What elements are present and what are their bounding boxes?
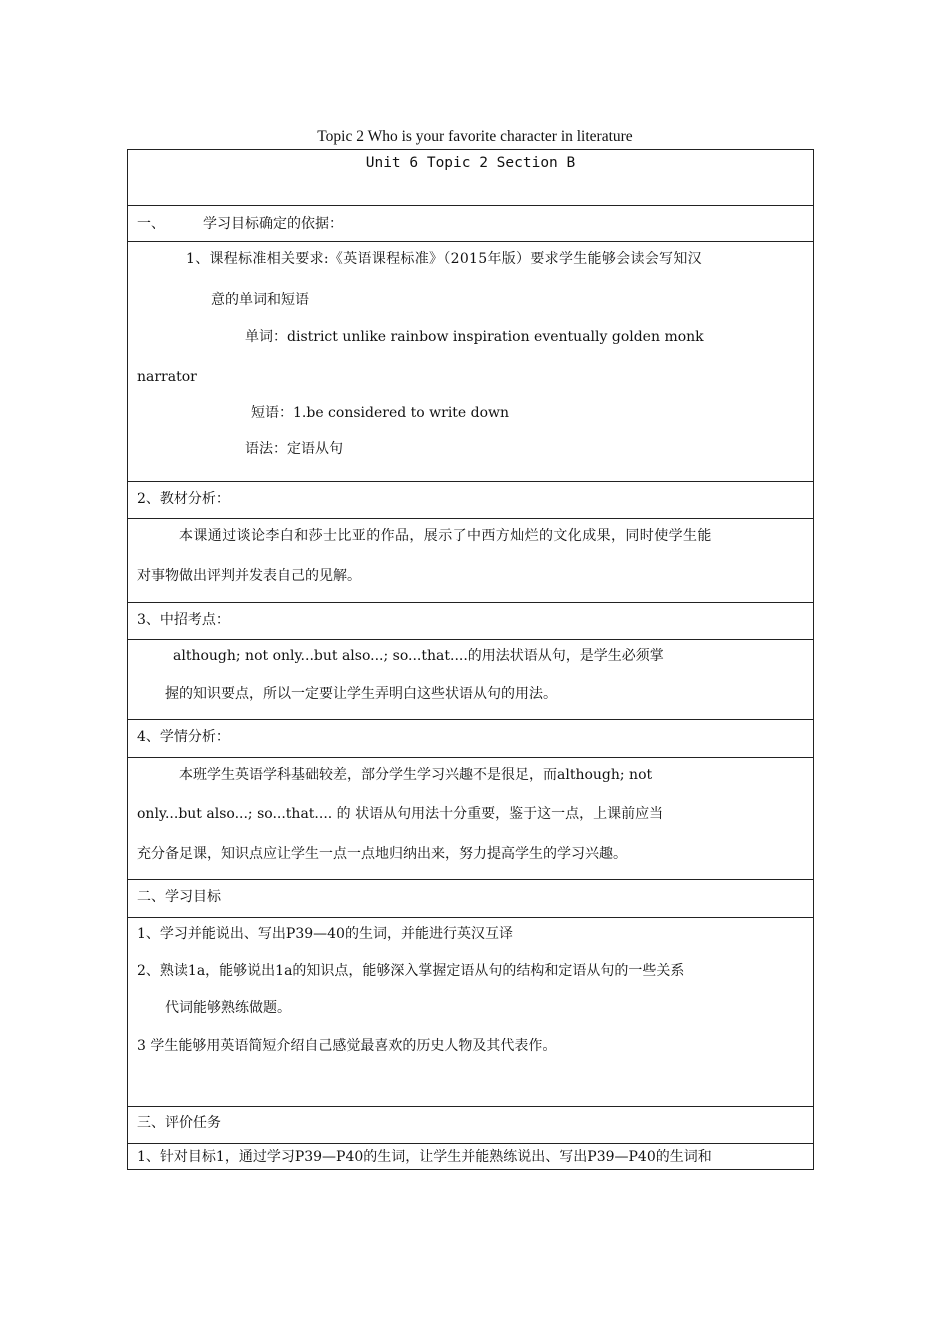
- vocabulary-words-continued: narrator: [137, 369, 197, 385]
- curriculum-standard-line-1: 1、课程标准相关要求:《英语课程标准》（2015年版）要求学生能够会读会写知汉: [186, 251, 702, 267]
- textbook-analysis-line-1: 本课通过谈论李白和莎士比亚的作品，展示了中西方灿烂的文化成果，同时使学生能: [179, 528, 712, 544]
- section-3-body: [128, 639, 813, 719]
- unit-title: Unit 6 Topic 2 Section B: [365, 155, 576, 171]
- evaluation-body: [128, 1143, 813, 1169]
- grammar-line: 语法：定语从句: [245, 441, 343, 457]
- unit-title-row: [128, 150, 813, 205]
- section-3-heading: 3、中招考点：: [137, 612, 230, 628]
- learning-goals-heading-row: [128, 879, 813, 917]
- learning-goal-2-line-1: 2、熟读1a，能够说出1a的知识点，能够深入掌握定语从句的结构和定语从句的一些关系: [137, 963, 685, 979]
- document-title: Topic 2 Who is your favorite character in literature: [317, 128, 633, 145]
- evaluation-heading-row: [128, 1106, 813, 1143]
- exam-points-line-2: 握的知识要点，所以一定要让学生弄明白这些状语从句的用法。: [165, 686, 557, 702]
- evaluation-task-1: 1、针对目标1，通过学习P39—P40的生词，让学生并能熟练说出、写出P39—P40的生词和: [137, 1149, 712, 1165]
- curriculum-standard-line-2: 意的单词和短语: [211, 292, 309, 308]
- vocabulary-phrases-line: 短语：1.be considered to write down: [251, 405, 510, 421]
- section-1-number: 一、: [137, 216, 165, 232]
- section-2-body: [128, 518, 813, 602]
- section-1-heading-row: [128, 205, 813, 241]
- student-analysis-line-2: only...but also...; so...that.... 的 状语从句用法十分重要，鉴于这一点，上课前应当: [137, 806, 664, 822]
- evaluation-heading: 三、评价任务: [137, 1115, 221, 1131]
- section-3-heading-row: [128, 602, 813, 639]
- student-analysis-line-1: 本班学生英语学科基础较差，部分学生学习兴趣不是很足，而although; not: [179, 767, 653, 783]
- section-4-heading-row: [128, 719, 813, 757]
- learning-goals-body: [128, 917, 813, 1106]
- student-analysis-line-3: 充分备足课，知识点应让学生一点一点地归纳出来，努力提高学生的学习兴趣。: [137, 846, 627, 862]
- section-2-heading-row: [128, 481, 813, 518]
- learning-goal-1: 1、学习并能说出、写出P39—40的生词，并能进行英汉互译: [137, 926, 513, 942]
- section-1-body: [128, 241, 813, 481]
- learning-goal-2-line-2: 代词能够熟练做题。: [165, 1000, 291, 1016]
- lesson-plan-table: [127, 149, 814, 1170]
- section-4-heading: 4、学情分析：: [137, 729, 230, 745]
- vocabulary-words-line: 单词：district unlike rainbow inspiration eventually golden monk: [245, 329, 704, 345]
- learning-goals-heading: 二、学习目标: [137, 889, 221, 905]
- exam-points-line-1: although; not only...but also...; so...that....的用法状语从句，是学生必须掌: [173, 648, 664, 664]
- learning-goal-3: 3 学生能够用英语简短介绍自己感觉最喜欢的历史人物及其代表作。: [137, 1038, 557, 1054]
- section-4-body: [128, 757, 813, 879]
- section-2-heading: 2、教材分析：: [137, 491, 230, 507]
- textbook-analysis-line-2: 对事物做出评判并发表自己的见解。: [137, 568, 361, 584]
- section-1-heading: 学习目标确定的依据：: [203, 216, 343, 232]
